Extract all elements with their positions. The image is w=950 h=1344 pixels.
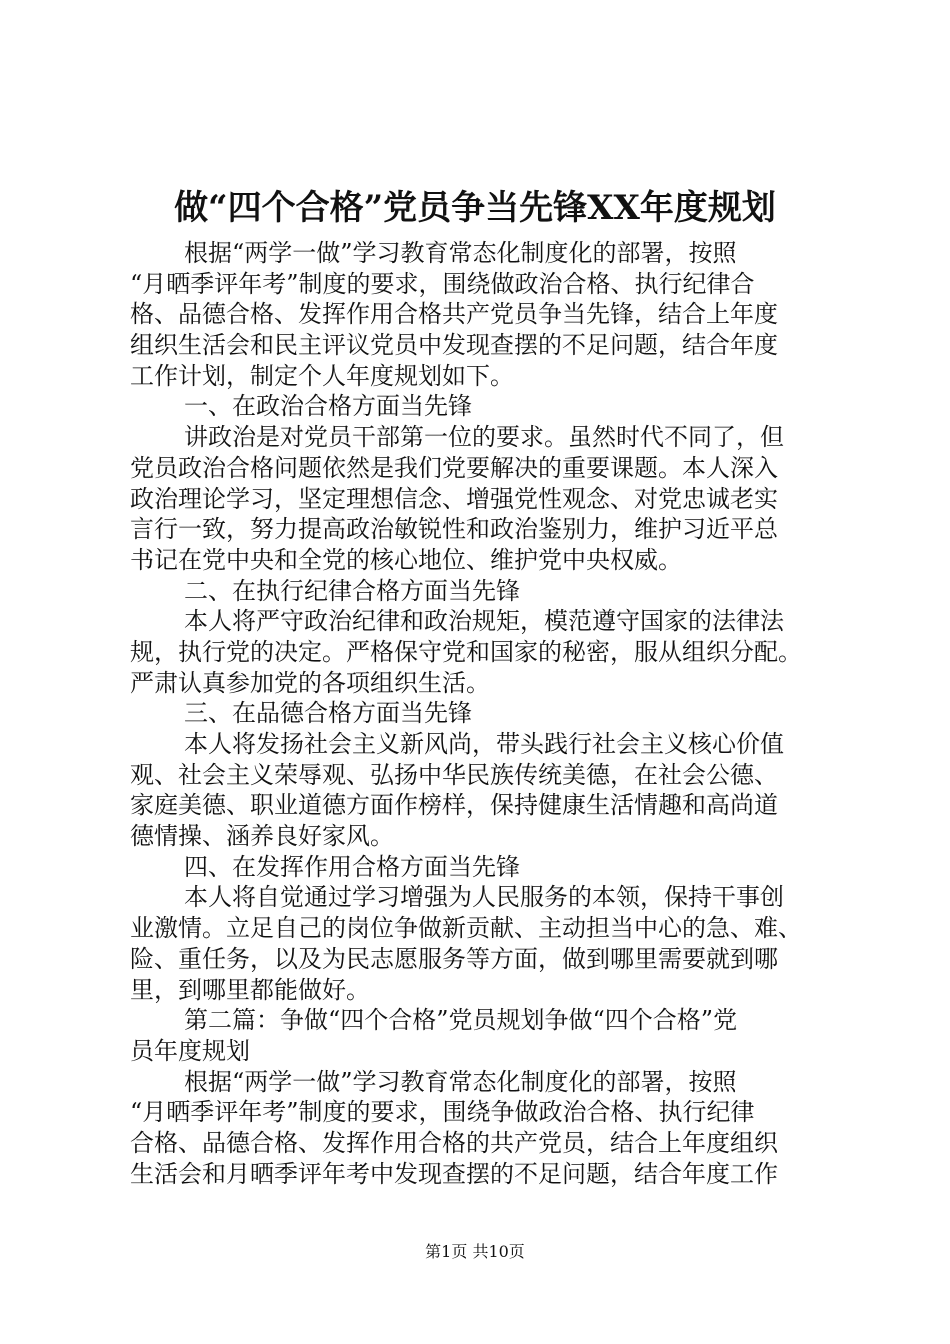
text-line: 二、在执行纪律合格方面当先锋 xyxy=(184,576,520,605)
text-line: 讲政治是对党员干部第一位的要求。虽然时代不同了，但 xyxy=(184,423,784,452)
text-line: 书记在党中央和全党的核心地位、维护党中央权威。 xyxy=(130,545,682,574)
text-line: 家庭美德、职业道德方面作榜样，保持健康生活情趣和高尚道 xyxy=(130,791,778,820)
text-line: 四、在发挥作用合格方面当先锋 xyxy=(184,852,520,881)
text-line: “月晒季评年考”制度的要求，围绕做政治合格、执行纪律合 xyxy=(130,269,755,298)
text-line: 一、在政治合格方面当先锋 xyxy=(184,392,472,421)
text-line: 第二篇：争做“四个合格”党员规划争做“四个合格”党 xyxy=(184,1006,738,1035)
text-line: 合格、品德合格、发挥作用合格的共产党员，结合上年度组织 xyxy=(130,1128,778,1157)
text-line: 德情操、涵养良好家风。 xyxy=(130,822,394,851)
page-footer: 第1页 共10页 xyxy=(425,1242,525,1261)
text-line: 工作计划，制定个人年度规划如下。 xyxy=(130,361,514,390)
text-line: 里，到哪里都能做好。 xyxy=(130,975,370,1004)
text-line: 观、社会主义荣辱观、弘扬中华民族传统美德，在社会公德、 xyxy=(130,760,778,789)
text-line: “月晒季评年考”制度的要求，围绕争做政治合格、执行纪律 xyxy=(130,1098,755,1127)
text-line: 本人将发扬社会主义新风尚，带头践行社会主义核心价值 xyxy=(184,730,784,758)
text-line: 根据“两学一做”学习教育常态化制度化的部署，按照 xyxy=(184,239,737,267)
text-line: 严肃认真参加党的各项组织生活。 xyxy=(130,668,490,697)
text-line: 规，执行党的决定。严格保守党和国家的秘密，服从组织分配。 xyxy=(130,637,802,666)
document-title: 做“四个合格”党员争当先锋XX年度规划 xyxy=(174,188,776,228)
text-line: 政治理论学习，坚定理想信念、增强党性观念、对党忠诚老实 xyxy=(130,484,778,513)
document-body xyxy=(130,238,830,1189)
text-line: 格、品德合格、发挥作用合格共产党员争当先锋，结合上年度 xyxy=(130,300,778,329)
text-line: 险、重任务，以及为民志愿服务等方面，做到哪里需要就到哪 xyxy=(130,944,778,973)
text-line: 本人将严守政治纪律和政治规矩，模范遵守国家的法律法 xyxy=(184,607,784,636)
text-line: 三、在品德合格方面当先锋 xyxy=(184,699,472,728)
text-line: 员年度规划 xyxy=(130,1036,250,1065)
text-line: 组织生活会和民主评议党员中发现查摆的不足问题，结合年度 xyxy=(130,331,778,360)
text-line: 业激情。立足自己的岗位争做新贡献、主动担当中心的急、难、 xyxy=(130,914,802,943)
text-line: 本人将自觉通过学习增强为人民服务的本领，保持干事创 xyxy=(184,883,784,912)
text-line: 根据“两学一做”学习教育常态化制度化的部署，按照 xyxy=(184,1067,737,1096)
text-line: 党员政治合格问题依然是我们党要解决的重要课题。本人深入 xyxy=(130,453,778,482)
text-line: 言行一致，努力提高政治敏锐性和政治鉴别力，维护习近平总 xyxy=(130,515,778,544)
text-line: 生活会和月晒季评年考中发现查摆的不足问题，结合年度工作 xyxy=(130,1159,778,1188)
